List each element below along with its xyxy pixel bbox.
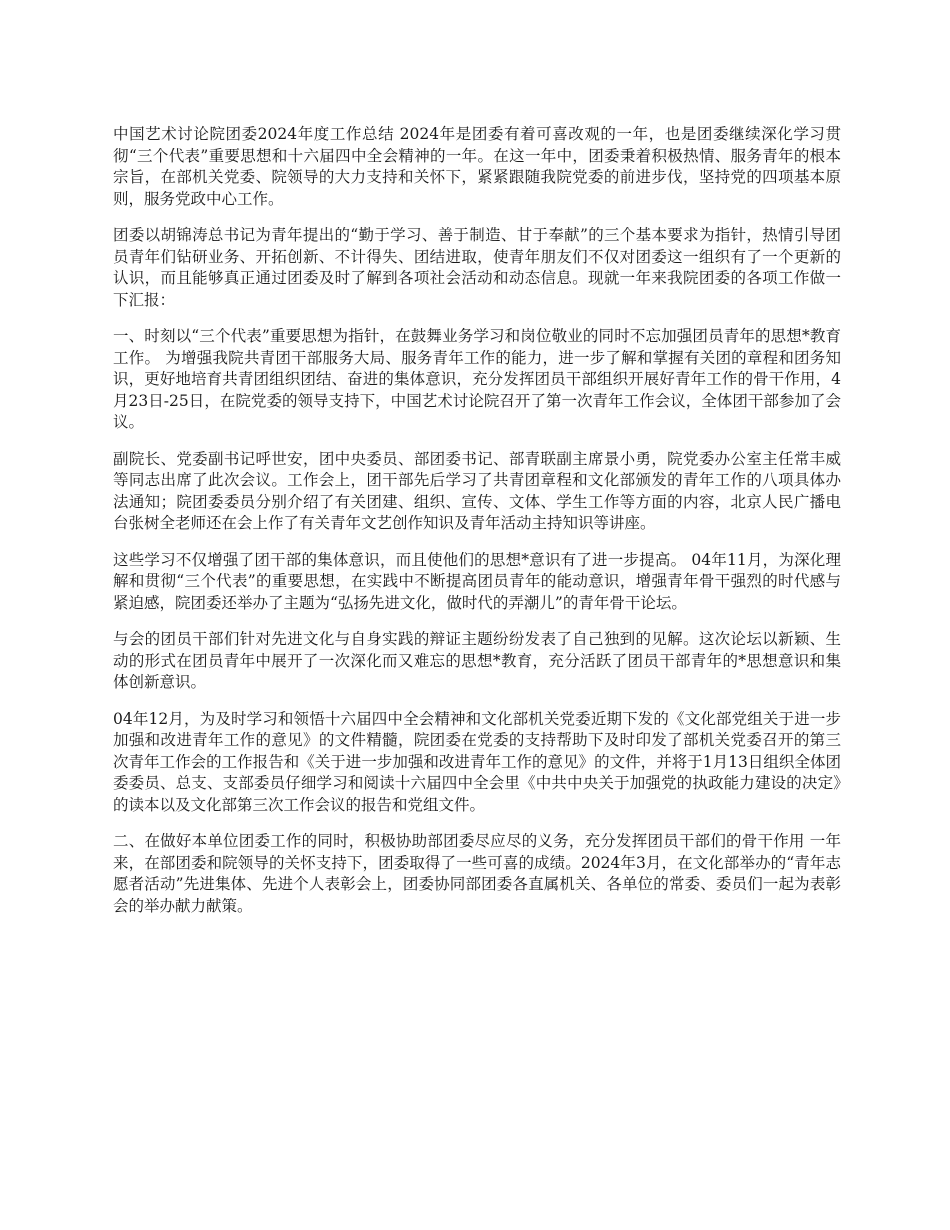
paragraph-1: 中国艺术讨论院团委2024年度工作总结 2024年是团委有着可喜改观的一年，也是团委继续深化学习贯彻“三个代表”重要思想和十六届四中全会精神的一年。在这一年中，团委秉着积极热情、服务青年的根本宗旨，在部机关党委、院领导的大力支持和关怀下，紧紧跟随我院党委的前进步伐，坚持党的四项基本原则，服务党政中心工作。 bbox=[113, 125, 841, 208]
document-body bbox=[113, 124, 841, 932]
paragraph-6: 与会的团员干部们针对先进文化与自身实践的辩证主题纷纷发表了自己独到的见解。这次论坛以新颖、生动的形式在团员青年中展开了一次深化而又难忘的思想*教育，充分活跃了团员干部青年的*思想意识和集体创新意识。 bbox=[113, 630, 841, 691]
paragraph-2: 团委以胡锦涛总书记为青年提出的“勤于学习、善于制造、甘于奉献”的三个基本要求为指针，热情引导团员青年们钻研业务、开拓创新、不计得失、团结进取，使青年朋友们不仅对团委这一组织有了一个更新的认识，而且能够真正通过团委及时了解到各项社会活动和动态信息。现就一年来我院团委的各项工作做一下汇报： bbox=[113, 226, 841, 309]
paragraph-5: 这些学习不仅增强了团干部的集体意识，而且使他们的思想*意识有了进一步提高。 04年11月，为深化理解和贯彻“三个代表”的重要思想，在实践中不断提高团员青年的能动意识，增强青年骨干强烈的时代感与紧迫感，院团委还举办了主题为“弘扬先进文化，做时代的弄潮儿”的青年骨干论坛。 bbox=[113, 550, 841, 612]
paragraph-7: 04年12月，为及时学习和领悟十六届四中全会精神和文化部机关党委近期下发的《文化部党组关于进一步加强和改进青年工作的意见》的文件精髓，院团委在党委的支持帮助下及时印发了部机关党委召开的第三次青年工作会的工作报告和《关于进一步加强和改进青年工作的意见》的文件，并将于1月13日组织全体团委委员、总支、支部委员仔细学习和阅读十六届四中全会里《中共中央关于加强党的执政能力建设的决定》的读本以及文化部第三次工作会议的报告和党组文件。 bbox=[113, 709, 841, 814]
paragraph-3: 一、时刻以“三个代表”重要思想为指针，在鼓舞业务学习和岗位敬业的同时不忘加强团员青年的思想*教育工作。 为增强我院共青团干部服务大局、服务青年工作的能力，进一步了解和掌握有关团的章程和团务知识，更好地培育共青团组织团结、奋进的集体意识，充分发挥团员干部组织开展好青年工作的骨干作用，4月23日-25日，在院党委的领导支持下，中国艺术讨论院召开了第一次青年工作会议，全体团干部参加了会议。 bbox=[113, 327, 841, 431]
paragraph-4: 副院长、党委副书记呼世安，团中央委员、部团委书记、部青联副主席景小勇，院党委办公室主任常丰威等同志出席了此次会议。工作会上，团干部先后学习了共青团章程和文化部颁发的青年工作的八项具体办法通知；院团委委员分别介绍了有关团建、组织、宣传、文体、学生工作等方面的内容，北京人民广播电台张树全老师还在会上作了有关青年文艺创作知识及青年活动主持知识等讲座。 bbox=[113, 449, 841, 532]
paragraph-8: 二、在做好本单位团委工作的同时，积极协助部团委尽应尽的义务，充分发挥团员干部们的骨干作用 一年来，在部团委和院领导的关怀支持下，团委取得了一些可喜的成绩。2024年3月，在文化部举办的“青年志愿者活动”先进集体、先进个人表彰会上，团委协同部团委各直属机关、各单位的常委、委员们一起为表彰会的举办献力献策。 bbox=[113, 832, 841, 915]
